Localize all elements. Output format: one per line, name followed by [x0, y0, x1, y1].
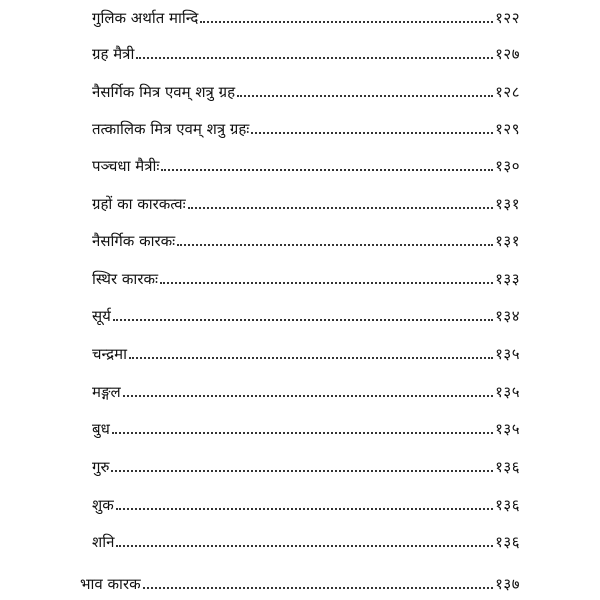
toc-entry — [92, 111, 520, 139]
dot-leader — [177, 244, 493, 246]
dot-leader — [123, 395, 493, 397]
dot-leader — [143, 587, 493, 589]
toc-entry-page: १३७ — [495, 575, 520, 593]
toc-entry — [92, 148, 520, 176]
dot-leader — [161, 169, 493, 171]
toc-entry-title: सूर्य — [92, 307, 111, 325]
toc-entry-title: गुलिक अर्थात मान्दि — [92, 9, 199, 27]
toc-entry-title: स्थिर कारकः — [92, 270, 158, 288]
toc-entry-title: पञ्चधा मैत्रीः — [92, 157, 160, 175]
toc-entry-title: नैसर्गिक कारकः — [92, 232, 176, 250]
toc-entry-title: शुक — [92, 496, 114, 514]
toc-entry — [92, 374, 520, 402]
toc-entry-page: १२८ — [495, 83, 520, 101]
toc-entry-page: १३६ — [495, 458, 520, 476]
toc-entry-title: ग्रहों का कारकत्वः — [92, 195, 186, 213]
toc-entry-page: १३५ — [495, 345, 520, 363]
toc-entry-page: १३१ — [495, 195, 520, 213]
toc-entry — [92, 36, 520, 64]
toc-entry-page: १३० — [495, 157, 520, 175]
toc-entry-page: १३१ — [495, 232, 520, 250]
toc-entry — [92, 411, 520, 439]
toc-entry-page: १२९ — [495, 120, 520, 138]
dot-leader — [113, 319, 493, 321]
toc-entry-title: बुध — [92, 420, 110, 438]
toc-entry-page: १२२ — [495, 9, 520, 27]
toc-entry-title: शनि — [92, 533, 115, 551]
toc-entry-page: १३६ — [495, 496, 520, 514]
toc-entry — [92, 336, 520, 364]
dot-leader — [112, 432, 493, 434]
toc-entry-title: नैसर्गिक मित्र एवम् शत्रु ग्रह — [92, 83, 236, 101]
toc-entry-page: १३६ — [495, 533, 520, 551]
dot-leader — [200, 21, 493, 23]
toc-entry-title: चन्द्रमा — [92, 345, 127, 363]
toc-entry — [92, 261, 520, 289]
dot-leader — [111, 470, 493, 472]
dot-leader — [160, 282, 493, 284]
toc-entry-title: गुरु — [92, 458, 110, 476]
toc-entry-title: ग्रह मैत्री — [92, 45, 135, 63]
dot-leader — [188, 207, 493, 209]
toc-entry-title: तत्कालिक मित्र एवम् शत्रु ग्रहः — [92, 120, 250, 138]
dot-leader — [251, 132, 493, 134]
toc-entry — [92, 223, 520, 251]
toc-entry-title: भाव कारक — [80, 575, 141, 593]
dot-leader — [136, 57, 493, 59]
dot-leader — [237, 95, 493, 97]
toc-entry-page: १३४ — [495, 307, 520, 325]
toc-entry — [92, 74, 520, 102]
toc-entry — [92, 298, 520, 326]
toc-entry — [80, 566, 520, 594]
toc-entry — [92, 449, 520, 477]
dot-leader — [116, 545, 493, 547]
dot-leader — [116, 508, 493, 510]
toc-entry — [92, 186, 520, 214]
toc-entry — [92, 524, 520, 552]
toc-entry-page: १२७ — [495, 45, 520, 63]
dot-leader — [129, 357, 493, 359]
toc-entry-page: १३३ — [495, 270, 520, 288]
toc-entry-page: १३५ — [495, 383, 520, 401]
toc-entry-title: मङ्गल — [92, 383, 121, 401]
toc-entry — [92, 0, 520, 28]
toc-entry — [92, 487, 520, 515]
toc-entry-page: १३५ — [495, 420, 520, 438]
